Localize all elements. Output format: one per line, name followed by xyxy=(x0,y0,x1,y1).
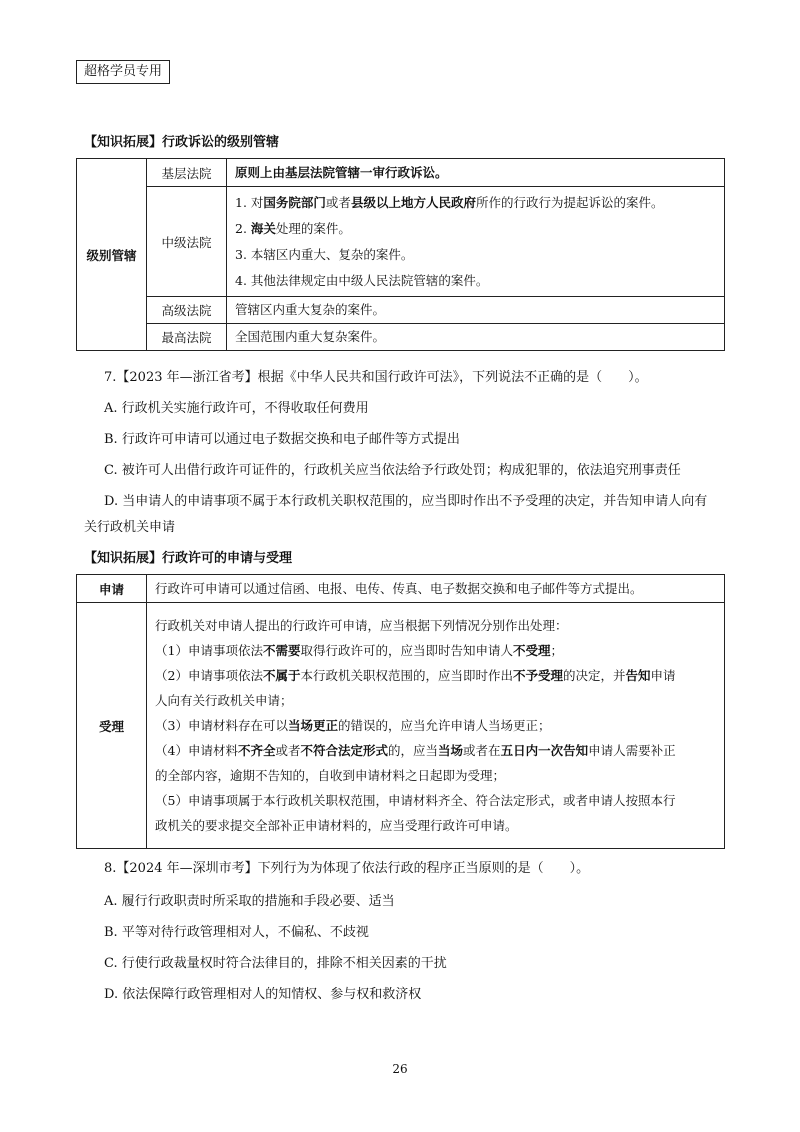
question-7-option: B. 行政许可申请可以通过电子数据交换和电子邮件等方式提出 xyxy=(104,432,460,447)
text-segment: 政机关的要求提交全部补正申请材料的，应当受理行政许可申请。 xyxy=(155,818,518,833)
question-7-option: A. 行政机关实施行政许可，不得收取任何费用 xyxy=(104,401,369,416)
text-segment: 所作的行政行为提起诉讼的案件。 xyxy=(475,194,664,210)
text-segment: 的决定，并 xyxy=(563,668,626,683)
text-segment: 3. 本辖区内重大、复杂的案件。 xyxy=(235,246,414,262)
row-label: 受理 xyxy=(77,603,147,849)
text-line xyxy=(155,663,716,688)
application-table xyxy=(76,574,725,849)
question-7-option: D. 当申请人的申请事项不属于本行政机关职权范围的，应当即时作出不予受理的决定，并告知申请人向有 xyxy=(104,494,708,509)
text-segment: 2. xyxy=(235,220,251,236)
text-segment: 申请人需要补正 xyxy=(588,743,676,758)
bold-text: 不予受理 xyxy=(513,668,564,683)
court-description xyxy=(227,159,725,187)
text-segment: 或者 xyxy=(325,194,351,210)
text-line xyxy=(235,160,716,186)
row-label: 申请 xyxy=(77,575,147,603)
court-cell: 基层法院 xyxy=(147,159,227,187)
question-8-stem: 8.【2024 年—深圳市考】下列行为为体现了依法行政的程序正当原则的是（ ）。 xyxy=(104,861,590,876)
text-segment: （1）申请事项依法 xyxy=(155,643,263,658)
text-segment: 的，应当 xyxy=(388,743,439,758)
text-segment: 或者在 xyxy=(463,743,501,758)
bold-text: 当场更正 xyxy=(287,718,338,733)
text-segment: 4. 其他法律规定由中级人民法院管辖的案件。 xyxy=(235,272,489,288)
text-segment: 管辖区内重大复杂的案件。 xyxy=(235,302,386,317)
text-segment: 或者 xyxy=(275,743,301,758)
court-cell: 最高法院 xyxy=(147,324,227,351)
text-line xyxy=(155,713,716,738)
bold-text: 县级以上地方人民政府 xyxy=(350,194,476,210)
text-segment: 行政机关对申请人提出的行政许可申请，应当根据下列情况分别作出处理： xyxy=(155,618,568,633)
text-line xyxy=(235,216,716,242)
text-line xyxy=(155,576,716,602)
text-segment: （5）申请事项属于本行政机关职权范围，申请材料齐全、符合法定形式，或者申请人按照本行 xyxy=(155,793,676,808)
text-line xyxy=(155,638,716,663)
page-number: 26 xyxy=(392,1062,408,1076)
text-segment: 申请 xyxy=(650,668,676,683)
text-line xyxy=(235,242,716,268)
bold-text: 不受理 xyxy=(513,643,551,658)
court-cell: 高级法院 xyxy=(147,297,227,324)
bold-text: 海关 xyxy=(250,220,276,236)
text-segment: 取得行政许可的，应当即时告知申请人 xyxy=(300,643,513,658)
text-line xyxy=(235,324,716,350)
section2-heading: 【知识拓展】行政许可的申请与受理 xyxy=(84,551,293,566)
student-only-stamp: 超格学员专用 xyxy=(76,60,170,84)
text-segment: 人向有关行政机关申请； xyxy=(155,693,293,708)
row-content xyxy=(147,603,725,849)
court-description xyxy=(227,297,725,324)
jurisdiction-table xyxy=(76,158,725,351)
court-cell: 中级法院 xyxy=(147,187,227,297)
bold-text: 国务院部门 xyxy=(263,194,326,210)
question-8-option: C. 行使行政裁量权时符合法律目的，排除不相关因素的干扰 xyxy=(104,956,447,971)
bold-text: 不齐全 xyxy=(237,743,276,758)
text-segment: 处理的案件。 xyxy=(275,220,351,236)
question-8-option: A. 履行行政职责时所采取的措施和手段必要、适当 xyxy=(104,894,395,909)
text-line xyxy=(155,813,716,838)
row-content xyxy=(147,575,725,603)
text-segment: （4）申请材料 xyxy=(155,743,238,758)
bold-text: 当场 xyxy=(438,743,464,758)
text-line xyxy=(235,190,716,216)
bold-text: 告知 xyxy=(625,668,651,683)
bold-text: 五日内一次告知 xyxy=(500,743,589,758)
text-segment: ； xyxy=(550,643,564,658)
text-line xyxy=(235,268,716,294)
text-segment: 的全部内容，逾期不告知的，自收到申请材料之日起即为受理； xyxy=(155,768,506,783)
question-7-option-continued: 关行政机关申请 xyxy=(84,520,176,535)
section1-heading: 【知识拓展】行政诉讼的级别管辖 xyxy=(84,135,280,150)
bold-text: 不需要 xyxy=(262,643,301,658)
text-segment: 1. 对 xyxy=(235,194,264,210)
bold-text: 不属于 xyxy=(262,668,301,683)
bold-text: 不符合法定形式 xyxy=(300,743,389,758)
text-line xyxy=(155,763,716,788)
text-line xyxy=(155,738,716,763)
text-segment: （3）申请材料存在可以 xyxy=(155,718,288,733)
question-7-option: C. 被许可人出借行政许可证件的，行政机关应当依法给予行政处罚；构成犯罪的，依法追究刑事责任 xyxy=(104,463,681,478)
court-description xyxy=(227,324,725,351)
text-line xyxy=(235,297,716,323)
text-segment: （2）申请事项依法 xyxy=(155,668,263,683)
text-line xyxy=(155,613,716,638)
question-8-option: B. 平等对待行政管理相对人，不偏私、不歧视 xyxy=(104,925,369,940)
text-segment: 本行政机关职权范围的，应当即时作出 xyxy=(300,668,513,683)
bold-text: 原则上由基层法院管辖一审行政诉讼。 xyxy=(235,164,448,180)
text-line xyxy=(155,788,716,813)
text-line xyxy=(155,688,716,713)
text-segment: 的错误的，应当允许申请人当场更正； xyxy=(337,718,551,733)
question-8-option: D. 依法保障行政管理相对人的知情权、参与权和救济权 xyxy=(104,987,422,1002)
question-7-stem: 7.【2023 年—浙江省考】根据《中华人民共和国行政许可法》，下列说法不正确的是（ ）。 xyxy=(104,370,648,385)
court-description xyxy=(227,187,725,297)
text-segment: 全国范围内重大复杂案件。 xyxy=(235,329,386,344)
text-segment: 行政许可申请可以通过信函、电报、电传、传真、电子数据交换和电子邮件等方式提出。 xyxy=(155,580,643,596)
category-cell: 级别管辖 xyxy=(77,159,147,351)
